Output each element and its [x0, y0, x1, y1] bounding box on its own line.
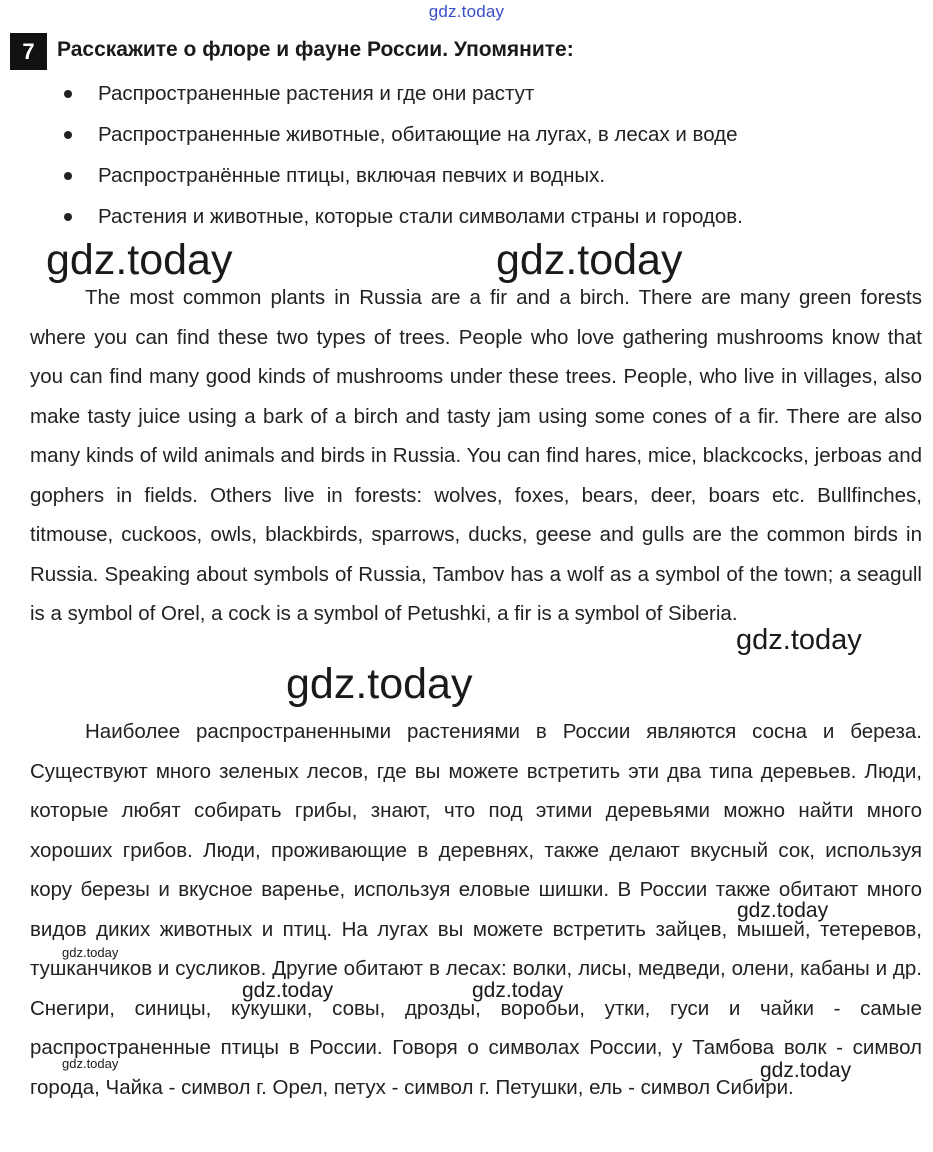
watermark: gdz.today — [737, 899, 829, 922]
bullet-text: Распространённые птицы, включая певчих и водных. — [98, 164, 606, 187]
list-item — [60, 116, 743, 157]
watermark: gdz.today — [62, 1056, 119, 1071]
answer-russian-paragraph: Наиболее распространенными растениями в России являются сосна и береза. Существуют много зеленых лесов, где вы можете встретить эти два типа деревьев. Люди, которые любят собирать грибы, знают, что под этими деревьями можно найти много хороших грибов. Люди, проживающие в деревнях, также делают вкусный сок, используя кору березы и вкусное варенье, используя еловые шишки. В России также обитают много видов диких животных и птиц. На лугах вы можете встретить зайцев, мышей, тетеревов, тушканчиков и сусликов. Другие обитают в лесах: волки, лисы, медведи, олени, кабаны и др. Снегири, синицы, кукушки, совы, дрозды, воробьи, утки, гуси и чайки - самые распространенные птицы в России. Говоря о символах России, у Тамбова волк - символ города, Чайка - символ г. Орел, петух - символ г. Петушки, ель - символ Сибири. — [30, 720, 922, 1099]
task-bullet-list — [60, 75, 743, 239]
bullet-icon — [64, 131, 72, 139]
bullet-text: Растения и животные, которые стали символами страны и городов. — [98, 205, 743, 228]
watermark: gdz.today — [760, 1059, 852, 1082]
list-item — [60, 75, 743, 116]
top-watermark: gdz.today — [428, 2, 505, 21]
watermark: gdz.today — [472, 979, 564, 1002]
watermark: gdz.today — [496, 236, 683, 284]
bullet-icon — [64, 172, 72, 180]
watermark: gdz.today — [736, 624, 862, 656]
watermark: gdz.today — [46, 236, 233, 284]
watermark: gdz.today — [286, 660, 473, 708]
watermark: gdz.today — [242, 979, 334, 1002]
answer-english-paragraph: The most common plants in Russia are a fir and a birch. There are many green forests where you can find these two types of trees. People who love gathering mushrooms know that you can find many good kinds of mushrooms under these trees. People, who live in villages, also make tasty juice using a bark of a birch and tasty jam using some cones of a fir. There are also many kinds of wild animals and birds in Russia. You can find hares, mice, blackcocks, jerboas and gophers in fields. Others live in forests: wolves, foxes, bears, deer, boars etc. Bullfinches, titmouse, cuckoos, owls, blackbirds, sparrows, ducks, geese and gulls are the common birds in Russia. Speaking about symbols of Russia, Tambov has a wolf as a symbol of the town; a seagull is a symbol of Orel, a cock is a symbol of Petushki, a fir is a symbol of Siberia. — [30, 286, 922, 625]
task-title: Расскажите о флоре и фауне России. Упомяните: — [57, 38, 574, 61]
list-item — [60, 198, 743, 239]
bullet-text: Распространенные растения и где они растут — [98, 82, 535, 105]
bullet-icon — [64, 213, 72, 221]
bullet-icon — [64, 90, 72, 98]
bullet-text: Распространенные животные, обитающие на лугах, в лесах и воде — [98, 123, 738, 146]
task-number-badge: 7 — [10, 33, 47, 70]
list-item — [60, 157, 743, 198]
watermark: gdz.today — [62, 945, 119, 960]
